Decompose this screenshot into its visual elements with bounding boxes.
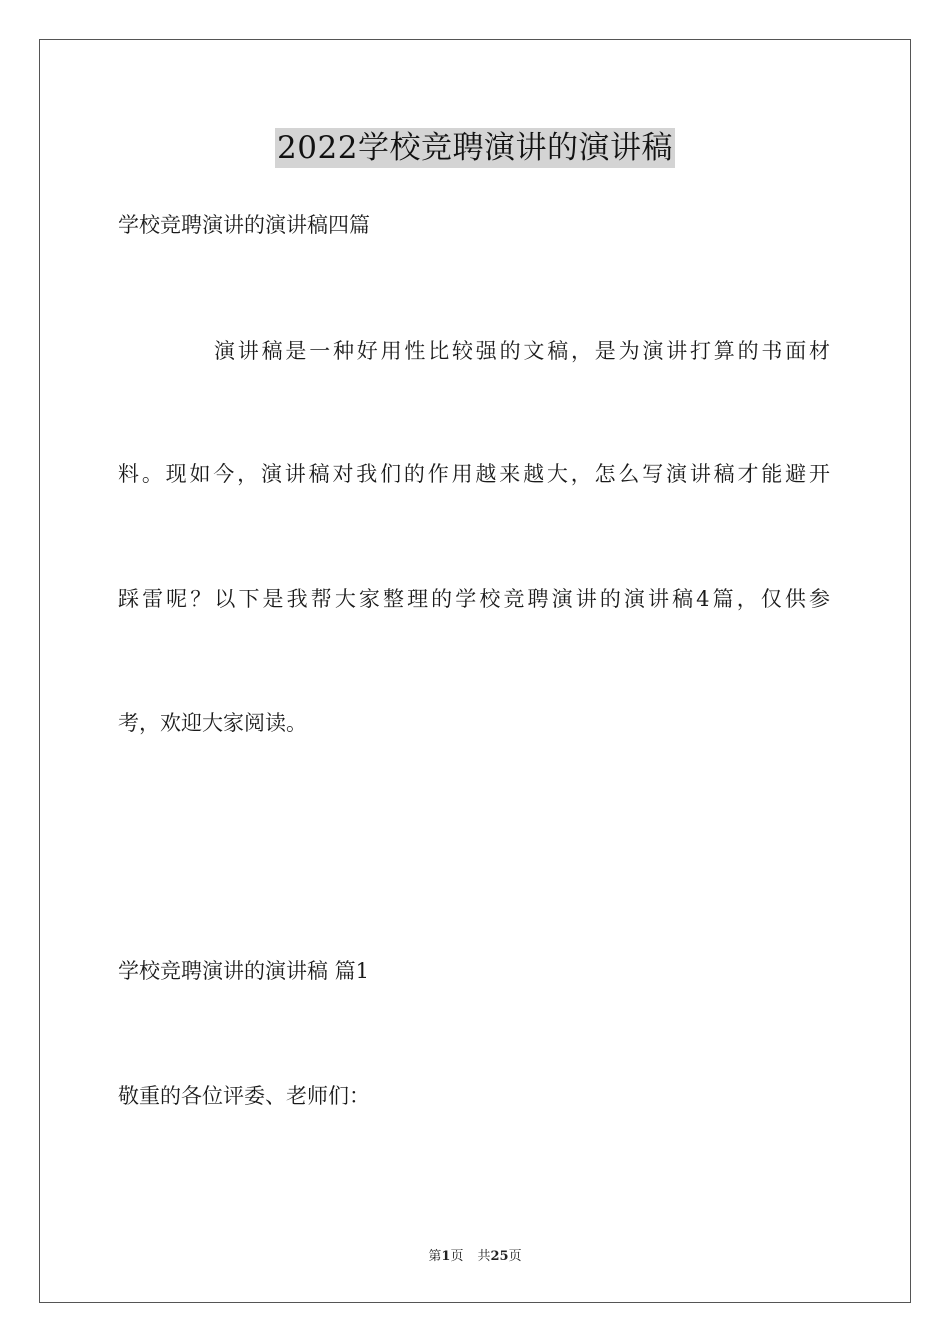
document-title: 2022学校竞聘演讲的演讲稿	[277, 130, 673, 166]
intro-line-3: 踩雷呢？以下是我帮大家整理的学校竞聘演讲的演讲稿4篇，仅供参	[118, 587, 830, 611]
footer-total-prefix: 共	[477, 1249, 491, 1264]
footer-total-pages: 25	[490, 1249, 509, 1264]
footer-total-suffix: 页	[508, 1249, 522, 1264]
intro-line-1: 演讲稿是一种好用性比较强的文稿，是为演讲打算的书面材	[214, 339, 830, 363]
title-container	[0, 128, 950, 168]
intro-line-4: 考，欢迎大家阅读。	[118, 711, 307, 735]
footer-page-number: 1	[441, 1249, 451, 1264]
document-subtitle: 学校竞聘演讲的演讲稿四篇	[118, 213, 370, 237]
page-footer	[0, 1248, 950, 1266]
footer-page-prefix: 第	[428, 1249, 442, 1264]
salutation: 敬重的各位评委、老师们：	[118, 1084, 370, 1108]
footer-page-suffix: 页	[450, 1249, 464, 1264]
section-heading: 学校竞聘演讲的演讲稿 篇1	[118, 959, 370, 983]
intro-line-2: 料。现如今，演讲稿对我们的作用越来越大，怎么写演讲稿才能避开	[118, 462, 830, 486]
